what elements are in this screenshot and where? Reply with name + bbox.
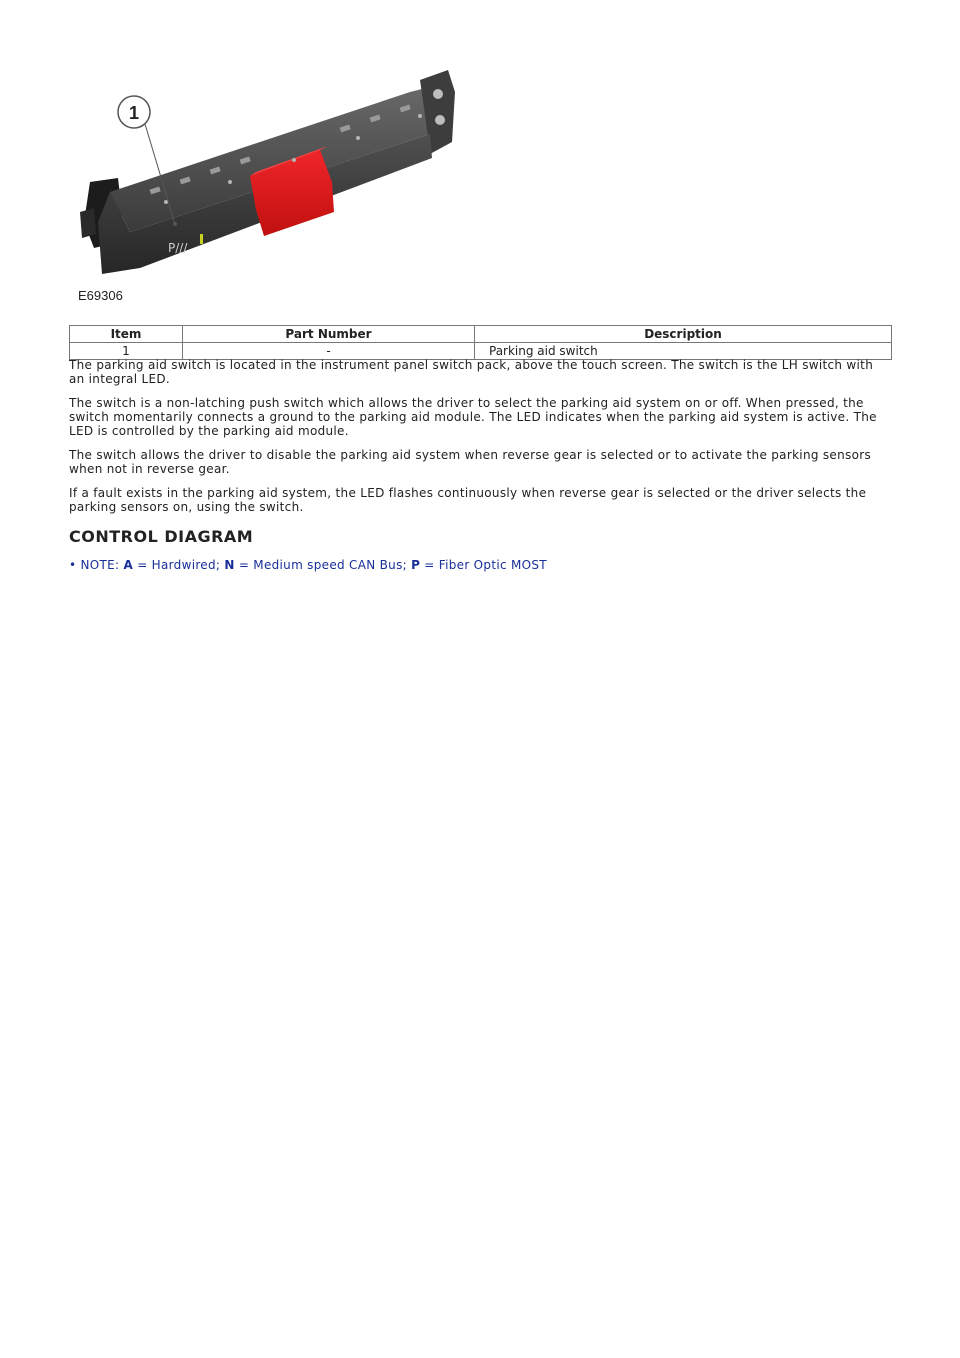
body-content: [69, 358, 892, 572]
note-key-n: N: [224, 558, 235, 572]
parking-aid-switch-illustration: [70, 62, 470, 312]
cell-description: Parking aid switch: [475, 343, 892, 360]
note-key-a: A: [123, 558, 134, 572]
callout-number: 1: [128, 103, 140, 123]
cell-item: 1: [70, 343, 183, 360]
paragraph-fault: If a fault exists in the parking aid system, the LED flashes continuously when reverse gear is selected or the driver selects the parking sensors on, using the switch.: [69, 486, 867, 514]
paragraph-operation: The switch is a non-latching push switch which allows the driver to select the parking aid system on or off. When pressed, the switch momentarily connects a ground to the parking aid module. The LED indicates when the parking aid system is active. The LED is controlled by the parking aid module.: [69, 396, 877, 438]
header-description: Description: [475, 326, 892, 343]
table-row: [70, 343, 892, 360]
header-item: Item: [70, 326, 183, 343]
cell-part-number: -: [183, 343, 475, 360]
section-heading: CONTROL DIAGRAM: [69, 527, 254, 546]
table-header-row: [70, 326, 892, 343]
svg-text:P///: P///: [168, 241, 188, 255]
switch-figure: [70, 62, 470, 312]
header-part-number: Part Number: [183, 326, 475, 343]
figure-id: E69306: [78, 288, 123, 303]
note-text-n: = Medium speed CAN Bus;: [234, 558, 412, 572]
parts-table: [69, 325, 892, 360]
note-text-a: = Hardwired;: [133, 558, 225, 572]
note-text-p: = Fiber Optic MOST: [420, 558, 547, 572]
note-key-p: P: [411, 558, 421, 572]
paragraph-disable: The switch allows the driver to disable the parking aid system when reverse gear is selected or to activate the parking sensors when not in reverse gear.: [69, 448, 872, 476]
note-line: [69, 558, 892, 572]
paragraph-location: The parking aid switch is located in the instrument panel switch pack, above the touch screen. The switch is the LH switch with an integral LED.: [69, 358, 874, 386]
note-prefix: • NOTE:: [69, 558, 124, 572]
